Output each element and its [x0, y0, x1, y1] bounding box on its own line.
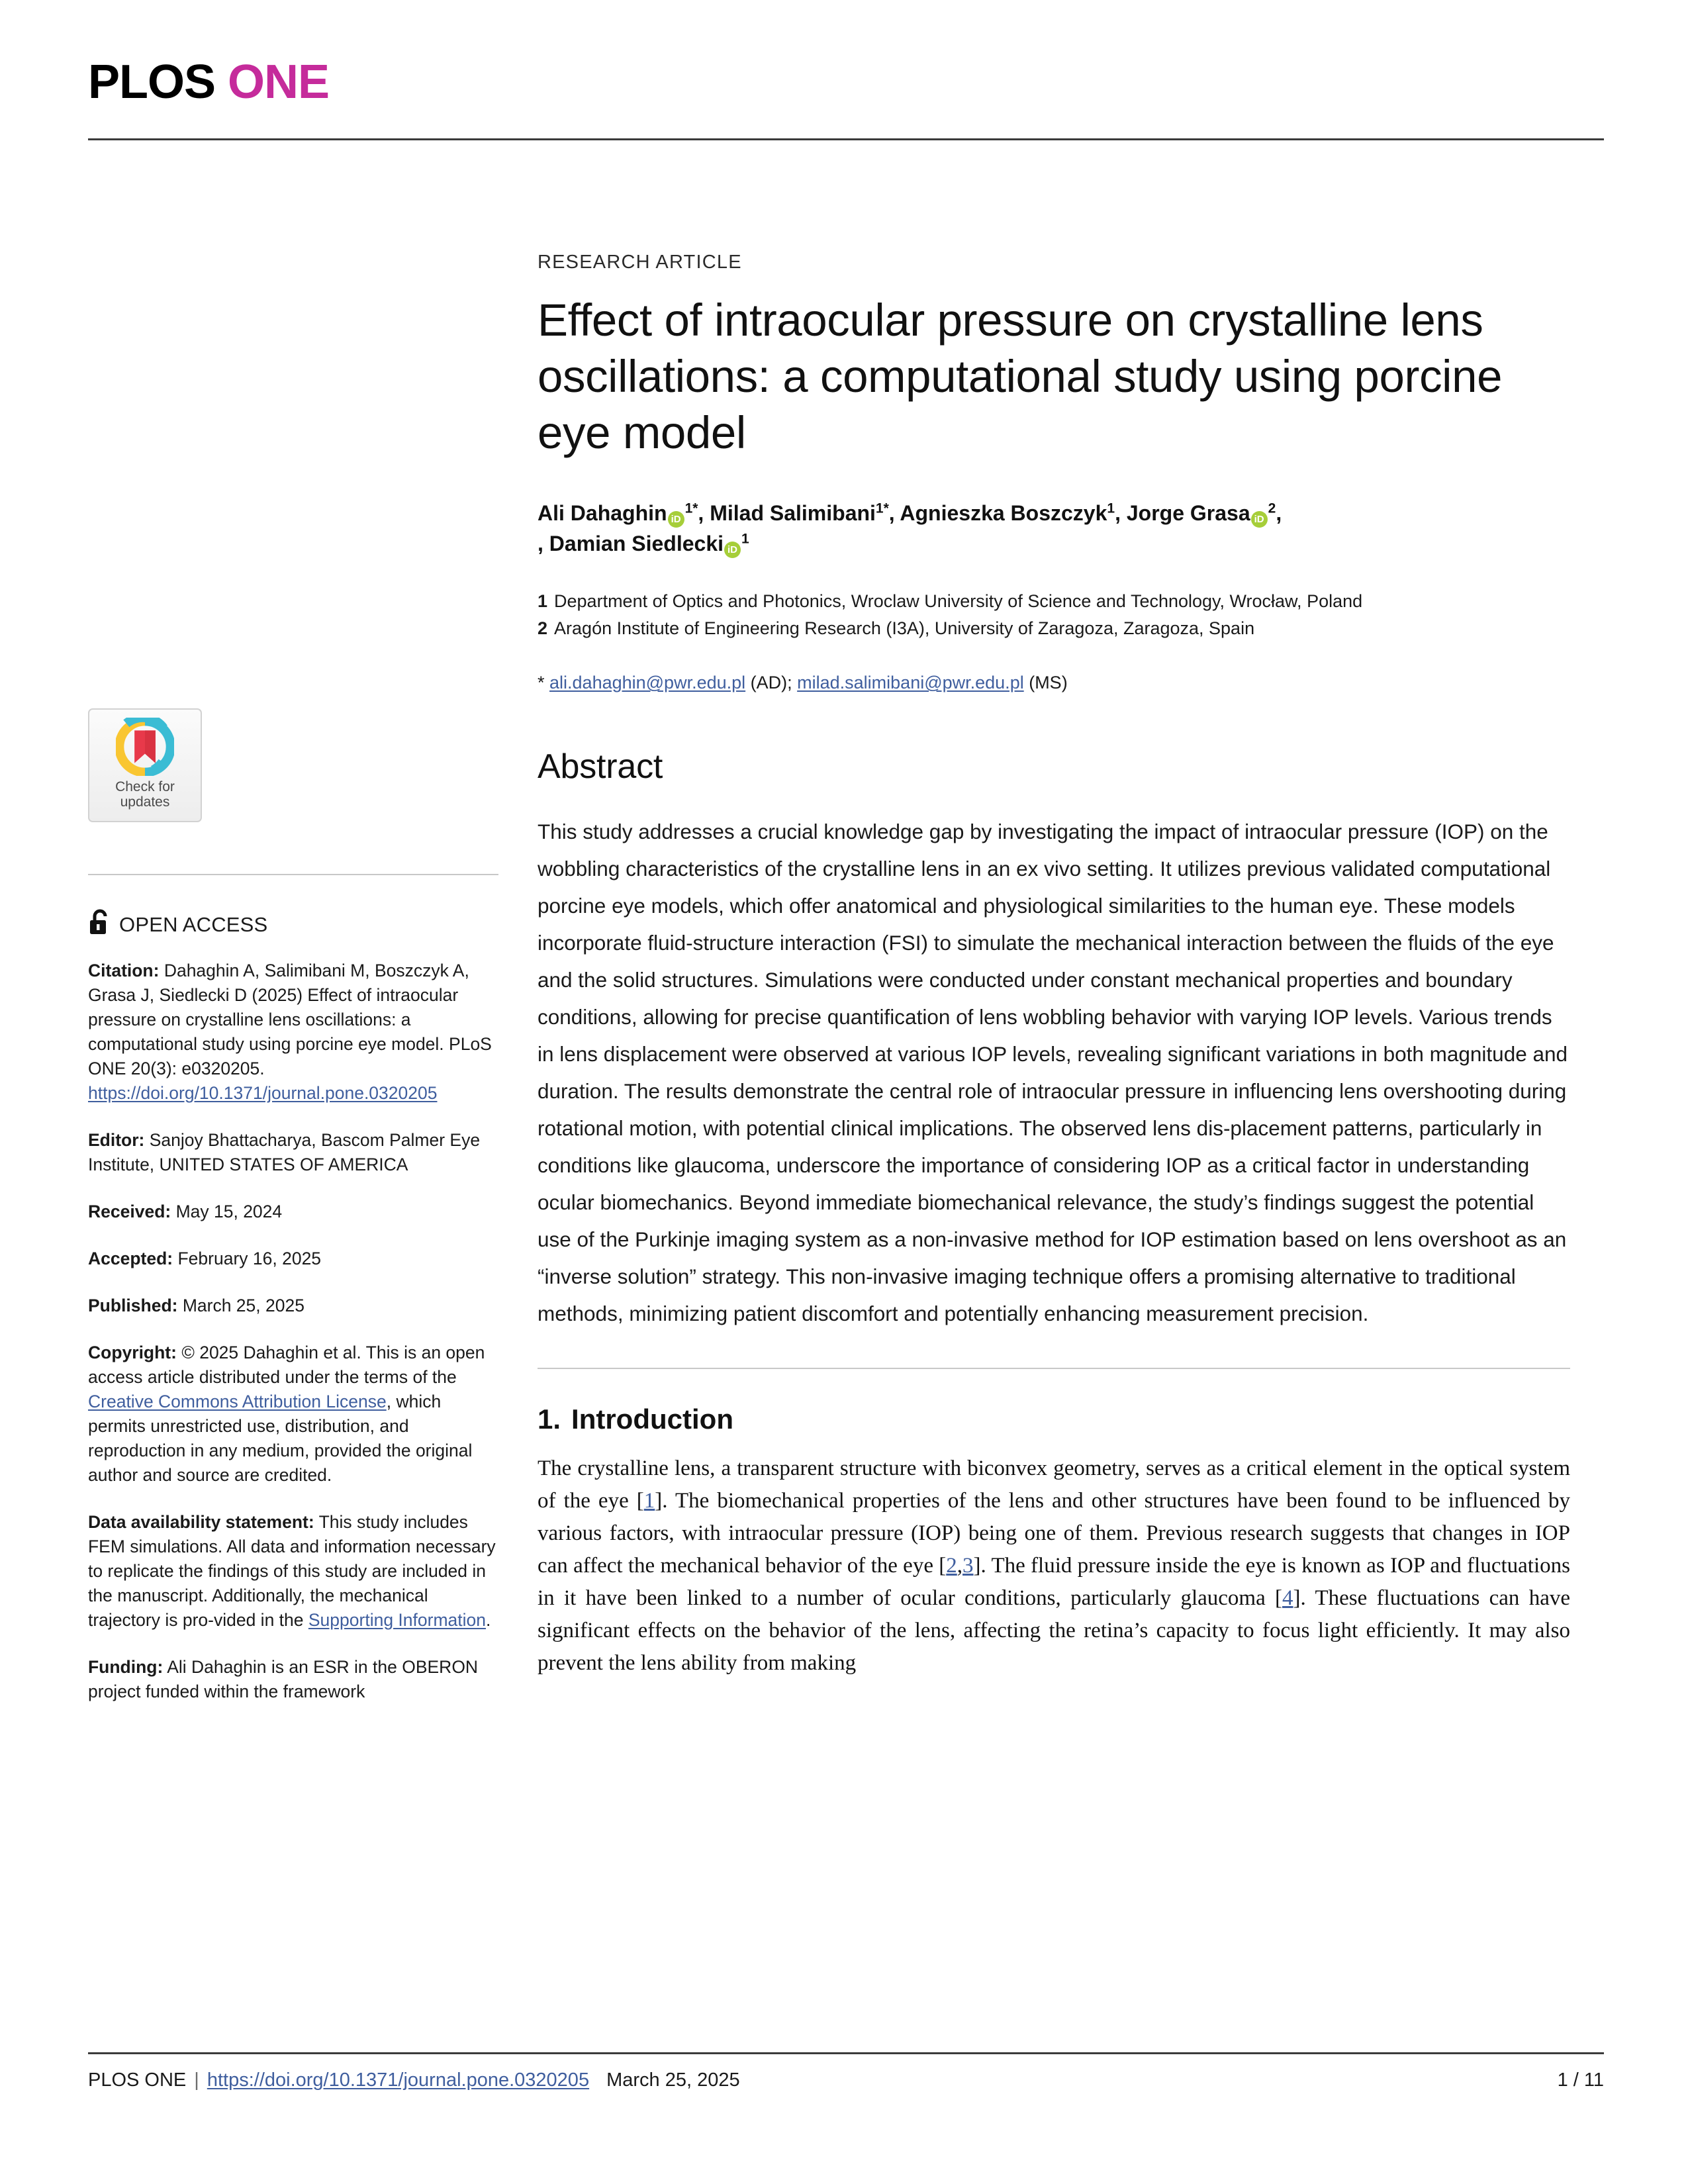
rail-divider [88, 874, 498, 875]
corresponding-author-line [538, 670, 1603, 695]
accepted-label: Accepted: [88, 1249, 173, 1268]
accepted-text: February 16, 2025 [173, 1249, 322, 1268]
data-availability-block [88, 1510, 498, 1633]
author-affil-sup-5: 1 [741, 531, 749, 547]
abstract-text: This study addresses a crucial knowledge gap by investigating the impact of intraocular pressure (IOP) on the wobbling characteristics of the crystalline lens in an ex vivo setting. It utilizes previous validated computational porcine eye models, which offer anatomical and physiological similarities to the human eye. These models incorporate fluid-structure interaction (FSI) to simulate the mechanical interaction between the fluids of the eye and the solid structures. Simulations were conducted under constant mechanical properties and boundary conditions, allowing for precise quantification of lens wobbling behavior with varying IOP levels. Various trends in lens displacement were observed at various IOP levels, revealing significant variations in both magnitude and duration. The results demonstrate the central role of intraocular pressure in influencing lens overshooting during rotational motion, with potential clinical implications. The observed lens dis-placement patterns, particularly in conditions like glaucoma, underscore the importance of considering IOP as a critical factor in understanding ocular biomechanics. Beyond immediate biomechanical relevance, the study’s findings suggest the potential use of the Purkinje imaging system as a non-invasive method for IOP estimation based on lens overshoot as an “inverse solution” strategy. This non-invasive imaging technique offers a promising alternative to traditional methods, minimizing patient discomfort and potentially enhancing measurement precision. [538, 820, 1568, 1325]
crossmark-label [115, 779, 175, 810]
footer-page-number: 1 / 11 [1557, 2069, 1604, 2091]
page-title: Effect of intraocular pressure on crystalline lens oscillations: a computational study using porcine eye model [538, 295, 1503, 458]
masthead [88, 56, 1604, 109]
reference-link-4[interactable]: 4 [1282, 1586, 1293, 1610]
funding-block [88, 1655, 498, 1704]
funding-label: Funding: [88, 1657, 164, 1677]
author-name-3: , Agnieszka Boszczyk [888, 501, 1107, 525]
supporting-information-link[interactable]: Supporting Information [308, 1610, 486, 1630]
editor-block [88, 1128, 498, 1177]
introduction-paragraph [538, 1452, 1570, 1680]
logo-plos-text: PLOS [88, 56, 216, 109]
reference-link-3[interactable]: 3 [962, 1554, 974, 1578]
funding-text: Ali Dahaghin is an ESR in the OBERON project funded within the framework [88, 1657, 479, 1701]
author-name-4: , Jorge Grasa [1115, 501, 1250, 525]
section-number: 1. [538, 1403, 561, 1435]
editor-label: Editor: [88, 1130, 145, 1150]
corresponding-star: * [538, 673, 550, 692]
received-block [88, 1200, 498, 1224]
author-name-2: , Milad Salimibani [698, 501, 876, 525]
cc-license-link[interactable]: Creative Commons Attribution License [88, 1392, 387, 1411]
citation-label: Citation: [88, 961, 160, 980]
copyright-block [88, 1341, 498, 1488]
crossmark-line2: updates [120, 794, 170, 810]
affiliation-number: 1 [538, 591, 548, 611]
corresponding-initials-2: (MS) [1023, 673, 1068, 692]
main-column [538, 252, 1603, 1680]
abstract-divider [538, 1368, 1570, 1369]
abstract-heading: Abstract [538, 747, 663, 786]
crossmark-icon [116, 718, 174, 776]
orcid-icon[interactable]: iD [1251, 511, 1268, 528]
received-text: May 15, 2024 [171, 1202, 283, 1221]
email-link-ad[interactable]: ali.dahaghin@pwr.edu.pl [549, 673, 746, 692]
published-text: March 25, 2025 [177, 1296, 305, 1315]
editor-text: Sanjoy Bhattacharya, Bascom Palmer Eye Institute, UNITED STATES OF AMERICA [88, 1130, 481, 1174]
author-affil-sup-4: 2 [1268, 500, 1276, 516]
footer-doi-link[interactable]: https://doi.org/10.1371/journal.pone.0320205 [207, 2069, 590, 2091]
reference-link-1[interactable]: 1 [643, 1489, 655, 1513]
section-title: Introduction [571, 1403, 733, 1435]
data-availability-text-after: . [485, 1610, 491, 1630]
data-availability-label: Data availability statement: [88, 1512, 314, 1532]
footer-divider [88, 2052, 1604, 2054]
introduction-heading [538, 1403, 1603, 1435]
intro-text-1: The crystalline lens, a transparent structure with biconvex geometry, serves as a critical element in the optical system of the eye [ [538, 1456, 1570, 1513]
logo-one-text: ONE [228, 56, 330, 109]
reference-link-2[interactable]: 2 [946, 1554, 957, 1578]
copyright-text-before: © 2025 Dahaghin et al. This is an open access article distributed under the terms of the [88, 1343, 485, 1387]
citation-text: Dahaghin A, Salimibani M, Boszczyk A, Grasa J, Siedlecki D (2025) Effect of intraocular pressure on crystalline lens oscillations: a computational study using porcine eye model. PLoS ONE 20(3): e0320205. [88, 961, 492, 1078]
orcid-icon[interactable]: iD [668, 511, 684, 528]
author-name-5: , Damian Siedlecki [538, 532, 724, 555]
author-name-1: Ali Dahaghin [538, 501, 667, 525]
published-block [88, 1294, 498, 1318]
citation-block [88, 959, 498, 1106]
intro-text-3: ]. The fluid pressure inside the eye is known as IOP and fluctuations in it have been linked to a number of ocular conditions, particularly glaucoma [ [538, 1554, 1570, 1610]
received-label: Received: [88, 1202, 171, 1221]
lock-open-icon [88, 908, 112, 936]
affiliation-item [538, 615, 1603, 642]
crossmark-badge[interactable] [88, 708, 202, 822]
reference-separator: , [957, 1554, 963, 1578]
author-affil-sup-1: 1* [684, 500, 698, 516]
crossmark-line1: Check for [115, 779, 175, 794]
email-link-ms[interactable]: milad.salimibani@pwr.edu.pl [797, 673, 1024, 692]
open-access-row [88, 908, 498, 936]
author-list [538, 498, 1550, 559]
open-access-label: OPEN ACCESS [119, 913, 268, 936]
footer-date: March 25, 2025 [606, 2069, 740, 2091]
orcid-icon[interactable]: iD [724, 542, 741, 558]
author-affil-sup-3: 1 [1107, 500, 1115, 516]
intro-text-2: ]. The biomechanical properties of the lens and other structures have been found to be influenced by various factors, with intraocular pressure (IOP) being one of them. Previous research suggests that changes in IOP can affect the mechanical behavior of the eye [ [538, 1489, 1570, 1578]
affiliation-list [538, 588, 1603, 642]
copyright-text-after: , which permits unrestricted use, distribution, and reproduction in any medium, provided the original author and source are credited. [88, 1392, 473, 1485]
author-separator: , [1276, 501, 1282, 525]
footer-separator: | [194, 2069, 199, 2091]
affiliation-number: 2 [538, 618, 548, 638]
page-footer [88, 2069, 1604, 2091]
masthead-divider [88, 138, 1604, 140]
accepted-block [88, 1247, 498, 1271]
intro-text-4: ]. These fluctuations can have significant effects on the behavior of the lens, affecting the retina’s capacity to focus light efficiently. It may also prevent the lens ability from making [538, 1586, 1570, 1675]
affiliation-item [538, 588, 1603, 615]
data-availability-text-before: This study includes FEM simulations. All data and information necessary to replicate the findings of this study are included in the manuscript. Additionally, the mechanical trajectory is pro-vided in the [88, 1512, 496, 1630]
corresponding-initials-1: (AD); [745, 673, 798, 692]
author-affil-sup-2: 1* [875, 500, 889, 516]
affiliation-text: Aragón Institute of Engineering Research (I3A), University of Zaragoza, Zaragoza, Spain [554, 618, 1255, 638]
article-type-kicker: RESEARCH ARTICLE [538, 252, 742, 273]
affiliation-text: Department of Optics and Photonics, Wroclaw University of Science and Technology, Wrocław, Poland [554, 591, 1363, 611]
sidebar-rail [88, 708, 498, 1704]
footer-journal-name: PLOS ONE [88, 2069, 187, 2091]
published-label: Published: [88, 1296, 178, 1315]
footer-left-group [88, 2069, 740, 2091]
copyright-label: Copyright: [88, 1343, 177, 1362]
citation-doi-link[interactable]: https://doi.org/10.1371/journal.pone.0320205 [88, 1083, 438, 1103]
plos-one-logo [88, 56, 1604, 109]
